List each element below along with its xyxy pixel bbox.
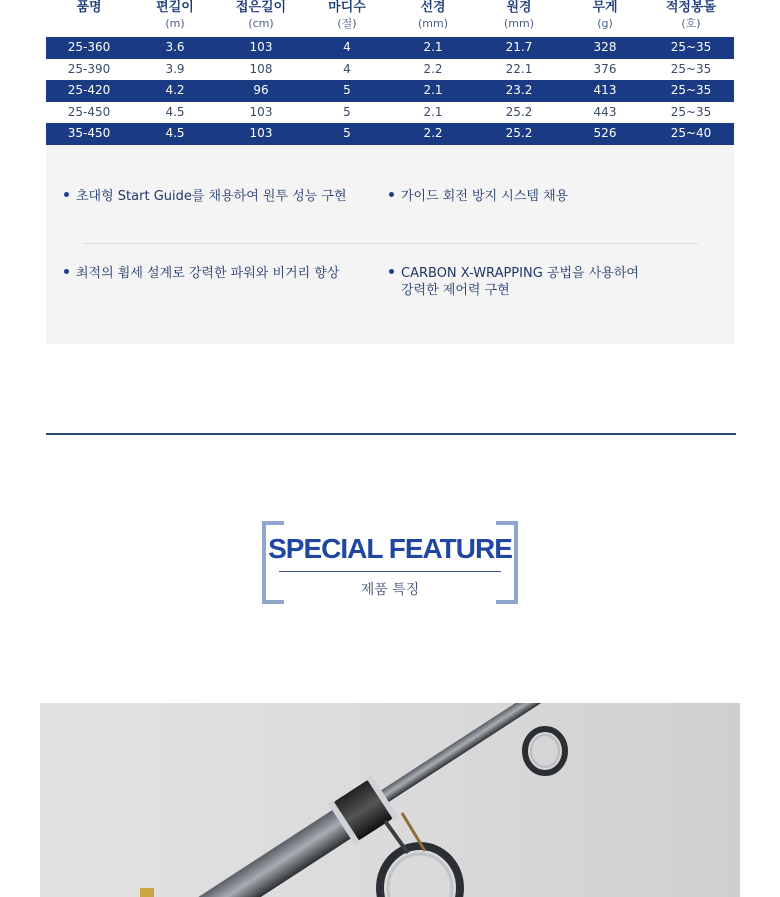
special-feature-subtitle: 제품 특징 (360, 582, 420, 598)
header-butt-diameter: 원경 (mm) (503, 0, 534, 30)
table-cell: 35-450 (67, 126, 111, 141)
table-cell: 25-390 (67, 61, 111, 76)
table-cell: 3.6 (165, 40, 185, 54)
table-row (46, 123, 734, 145)
table-cell: 25~35 (670, 83, 712, 98)
feature-item: 가이드 회전 방지 시스템 채용 (389, 188, 568, 205)
table-row (46, 80, 734, 102)
product-photo (40, 703, 740, 897)
section-divider (46, 433, 736, 435)
header-weight: 무게 (g) (592, 0, 618, 30)
special-feature-title: SPECIAL FEATURE (268, 533, 512, 564)
spec-table-header (46, 0, 734, 37)
table-row (46, 102, 734, 124)
table-cell: 3.9 (165, 61, 185, 76)
header-sinker: 적정봉돌 (호) (665, 0, 717, 30)
table-cell: 25~40 (670, 126, 712, 141)
table-cell: 376 (593, 61, 617, 76)
table-cell: 4.2 (165, 83, 185, 98)
table-cell: 2.1 (423, 40, 443, 54)
feature-list (46, 145, 734, 344)
bullet-icon (389, 192, 394, 197)
table-cell: 2.1 (423, 104, 443, 119)
feature-item: 초대형 Start Guide를 채용하여 원투 성능 구현 (64, 188, 347, 205)
table-cell: 25-420 (67, 83, 111, 98)
table-cell: 108 (249, 61, 273, 76)
table-cell: 22.1 (505, 61, 533, 76)
table-row (46, 37, 734, 59)
feature-item (389, 265, 639, 299)
table-cell: 2.1 (423, 83, 443, 98)
special-feature-heading (262, 521, 518, 604)
bullet-icon (64, 192, 69, 197)
fishing-rod-illustration (40, 703, 740, 897)
table-cell: 25-450 (67, 104, 111, 119)
table-row (46, 59, 734, 81)
table-cell: 25~35 (670, 104, 712, 119)
table-cell: 96 (253, 83, 269, 98)
table-cell: 443 (593, 104, 617, 119)
bullet-icon (389, 269, 394, 274)
table-cell: 103 (249, 104, 273, 119)
table-cell: 4.5 (165, 104, 185, 119)
table-cell: 5 (343, 104, 351, 119)
spec-table (46, 0, 734, 145)
title-underline (279, 571, 501, 572)
table-cell: 4 (343, 40, 351, 54)
table-cell: 4.5 (165, 126, 185, 141)
header-tip-diameter: 선경 (mm) (417, 0, 448, 30)
header-closed-length: 접은길이 (cm) (235, 0, 287, 30)
header-model: 품명 (76, 0, 102, 15)
feature-line: CARBON X-WRAPPING 공법을 사용하여 (401, 266, 639, 281)
table-cell: 21.7 (505, 40, 533, 54)
table-cell: 103 (249, 40, 273, 54)
table-cell: 103 (249, 126, 273, 141)
header-sections: 마디수 (절) (328, 0, 366, 30)
feature-divider (82, 243, 698, 244)
bullet-icon (64, 269, 69, 274)
table-cell: 5 (343, 126, 351, 141)
header-length: 편길이 (m) (156, 0, 194, 30)
feature-item: 최적의 휨세 설계로 강력한 파워와 비거리 향상 (64, 265, 339, 282)
table-cell: 2.2 (423, 61, 443, 76)
table-cell: 25-360 (67, 40, 111, 54)
feature-line: 강력한 제어력 구현 (401, 283, 510, 298)
table-cell: 328 (593, 40, 617, 54)
table-cell: 25~35 (670, 40, 712, 54)
table-cell: 5 (343, 83, 351, 98)
table-cell: 25.2 (505, 126, 533, 141)
table-cell: 413 (593, 83, 617, 98)
table-cell: 25.2 (505, 104, 533, 119)
table-cell: 526 (593, 126, 617, 141)
table-cell: 4 (343, 61, 351, 76)
table-cell: 25~35 (670, 61, 712, 76)
table-cell: 2.2 (423, 126, 443, 141)
table-cell: 23.2 (505, 83, 533, 98)
